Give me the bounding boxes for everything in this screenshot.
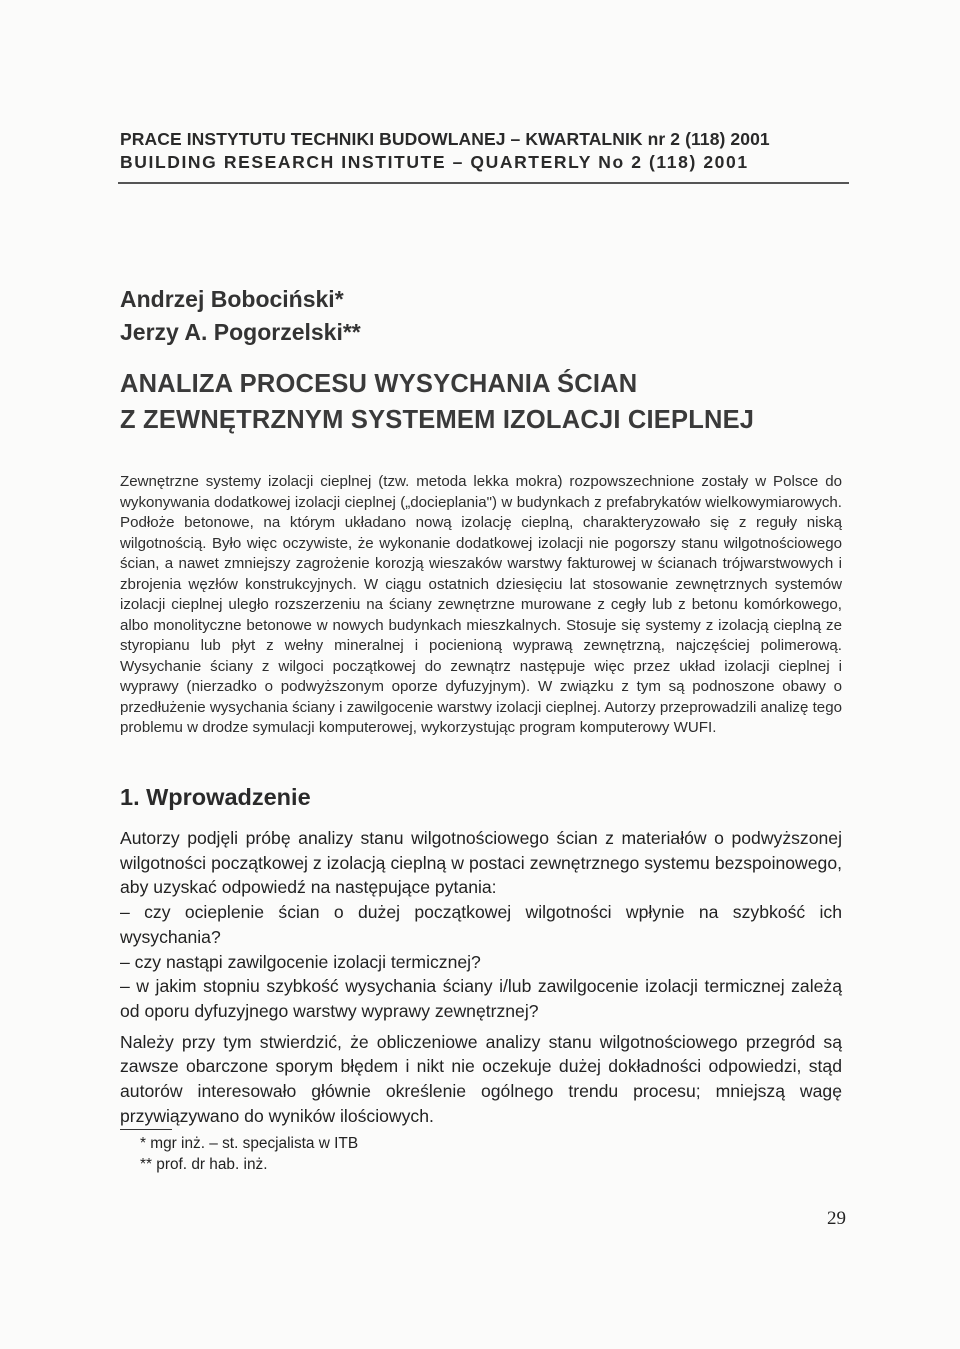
author-list <box>120 283 720 349</box>
paper-title-line: ANALIZA PROCESU WYSYCHANIA ŚCIAN <box>120 370 638 398</box>
paper-title <box>120 366 860 438</box>
author-name: Andrzej Bobociński* <box>120 286 344 312</box>
author-name: Jerzy A. Pogorzelski** <box>120 319 361 345</box>
section-heading: 1. Wprowadzenie <box>120 784 311 810</box>
body-paragraph: Autorzy podjęli próbę analizy stanu wilgotnościowego ścian z materiałów o podwyższonej wilgotności początkowej z izolacją cieplną w postaci zewnętrznego systemu bezspoinowego, aby uzyskać odpowiedź na następujące pytania: <box>120 828 842 898</box>
section-body <box>120 826 842 1128</box>
footnote: * mgr inż. – st. specjalista w ITB <box>140 1135 359 1152</box>
footnote-rule <box>120 1129 172 1130</box>
abstract: Zewnętrzne systemy izolacji cieplnej (tzw. metoda lekka mokra) rozpowszechnione zostały w Polsce do wykonywania dodatkowej izolacji cieplnej („docieplania") w budynkach z prefabrykatów wielkowymiarowych. Podłoże betonowe, na którym układano nową izolację cieplną, charakteryzowało się z reguły niską wilgotnością. Było więc oczywiste, że wykonanie dodatkowej izolacji nie pogorszy stanu wilgotnościowego ścian, a nawet zmniejszy zagrożenie korozją wieszaków warstwy fakturowej w ścianach trójwarstwowych i zbrojenia węzłów konstrukcyjnych. W ciągu ostatnich dziesięciu lat stosowanie zewnętrznych systemów izolacji cieplnej uległo rozszerzeniu na ściany zewnętrzne murowane z cegły lub z betonu komórkowego, albo monolityczne betonowe w nowych budynkach mieszkalnych. Stosuje się systemy z izolacją cieplną ze styropianu lub płyt z wełny mineralnej i pocienioną wyprawą zewnętrzną, najczęściej polimerową. Wysychanie ściany z wilgoci początkowej do zewnątrz następuje więc przez układ izolacji cieplnej i wyprawy (nierzadko o podwyższonym oporze dyfuzyjnym). W związku z tym są podnoszone obawy o przedłużenie wysychania ściany i zawilgocenie warstwy izolacji cieplnej. Autorzy przeprowadzili analizę tego problemu w drodze symulacji komputerowej, wykorzystując program komputerowy WUFI. <box>120 473 842 736</box>
question-item: – czy ocieplenie ścian o dużej początkowej wilgotności wpłynie na szybkość ich wysychania? <box>120 902 842 947</box>
footnotes <box>140 1133 640 1175</box>
question-item: – w jakim stopniu szybkość wysychania ściany i/lub zawilgocenie izolacji termicznej zależą od oporu dyfuzyjnego warstwy wyprawy zewnętrznej? <box>120 976 842 1021</box>
footnote: ** prof. dr hab. inż. <box>140 1156 268 1173</box>
question-item: – czy nastąpi zawilgocenie izolacji termicznej? <box>120 951 481 972</box>
body-paragraph: Należy przy tym stwierdzić, że obliczeniowe analizy stanu wilgotnościowego przegród są zawsze obarczone sporym błędem i nikt nie oczekuje dużej dokładności odpowiedzi, stąd autorów interesowało głównie określenie ogólnego trendu procesu; mniejszą wagę przywiązywano do wyników ilościowych. <box>120 1031 842 1126</box>
journal-header <box>120 128 848 174</box>
paper-title-line: Z ZEWNĘTRZNYM SYSTEMEM IZOLACJI CIEPLNEJ <box>120 406 755 434</box>
page-number: 29 <box>827 1208 846 1229</box>
header-rule <box>118 182 849 184</box>
journal-title-english: BUILDING RESEARCH INSTITUTE – QUARTERLY No 2 (118) 2001 <box>120 152 749 172</box>
journal-title-polish: PRACE INSTYTUTU TECHNIKI BUDOWLANEJ – KWARTALNIK nr 2 (118) 2001 <box>120 129 770 149</box>
